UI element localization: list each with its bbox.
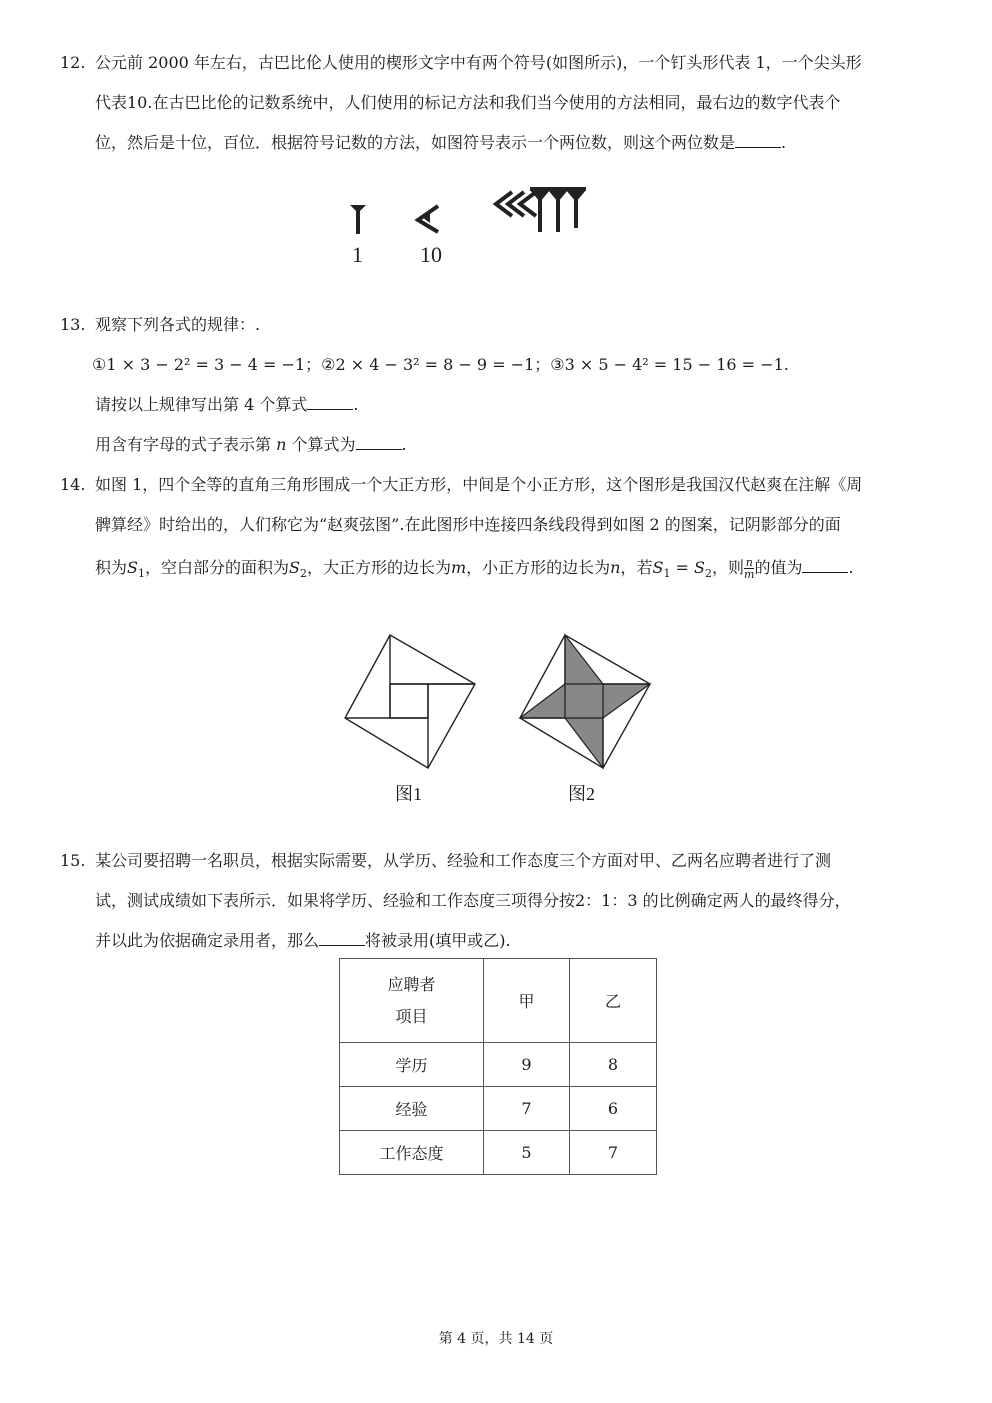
text: 位，然后是十位，百位．根据符号记数的方法，如图符号表示一个两位数，则这个两位数是 — [95, 133, 736, 152]
fraction — [744, 557, 754, 580]
question-text-line: 公元前 2000 年左右，古巴比伦人使用的楔形文字中有两个符号(如图所示)，一个钉头形代表 1，一个尖头形 — [95, 53, 862, 72]
variable-s: S — [652, 558, 664, 577]
table-cell: 工作态度 — [340, 1131, 484, 1175]
text: 并以此为依据确定录用者，那么 — [95, 931, 320, 950]
text: ，若 — [620, 558, 653, 577]
text: ，小正方形的边长为 — [466, 558, 611, 577]
question-text-line — [95, 393, 358, 417]
text: 将被录用(填甲或乙). — [365, 931, 511, 950]
question-text-line — [95, 929, 511, 953]
variable-n: n — [276, 435, 287, 454]
fraction-denominator: m — [744, 568, 755, 581]
zhao-shuang-figure-1 — [340, 630, 480, 780]
subscript: 2 — [299, 567, 307, 581]
fraction-numerator: n — [745, 556, 753, 569]
text: 用含有字母的式子表示第 — [95, 435, 272, 454]
text: . — [848, 558, 854, 577]
question-text-line: 观察下列各式的规律：. — [95, 315, 261, 334]
label-one: 1 — [352, 242, 363, 267]
answer-blank — [319, 931, 365, 946]
question-text-line — [95, 131, 786, 155]
subscript: 2 — [705, 567, 713, 581]
question-text-line: 髀算经》时给出的，人们称它为“赵爽弦图”.在此图形中连接四条线段得到如图 2 的图案，记阴影部分的面 — [95, 515, 841, 534]
text: = — [670, 558, 695, 577]
page-footer: 第 4 页，共 14 页 — [438, 1331, 554, 1347]
table-header-cell: 乙 — [570, 959, 657, 1043]
question-text-line: 试，测试成绩如下表所示．如果将学历、经验和工作态度三项得分按2：1：3 的比例确定两人的最终得分， — [95, 891, 851, 910]
table-header-cell: 甲 — [484, 959, 570, 1043]
question-text-line: 某公司要招聘一名职员，根据实际需要，从学历、经验和工作态度三个方面对甲、乙两名应聘者进行了测 — [95, 851, 832, 870]
text: ，空白部分的面积为 — [144, 558, 289, 577]
table-row — [340, 1043, 657, 1087]
question-number: 13. — [60, 315, 86, 334]
table-cell: 6 — [570, 1087, 657, 1131]
text: ，则 — [712, 558, 745, 577]
variable-n: n — [610, 558, 621, 577]
table-cell: 5 — [484, 1131, 570, 1175]
table-row — [340, 1131, 657, 1175]
question-number: 14. — [60, 475, 86, 494]
subscript: 1 — [663, 567, 671, 581]
subscript: 1 — [137, 567, 145, 581]
table-cell: 8 — [570, 1043, 657, 1087]
score-table — [339, 958, 657, 1175]
table-row — [340, 1087, 657, 1131]
table-cell: 7 — [484, 1087, 570, 1131]
figure-1-caption: 图1 — [395, 784, 422, 804]
formula-line: ①1 × 3 − 2² = 3 − 4 = −1；②2 × 4 − 3² = 8 − 9 = −1；③3 × 5 − 4² = 15 − 16 = −1. — [92, 355, 789, 374]
text: 个算式为 — [291, 435, 356, 454]
text: 的值为 — [754, 558, 803, 577]
answer-blank — [307, 395, 353, 410]
zhao-shuang-figure-2 — [515, 630, 655, 780]
text: . — [353, 395, 359, 414]
variable-s: S — [694, 558, 706, 577]
table-header-row — [340, 959, 657, 1043]
combined-symbol-icon — [496, 187, 586, 232]
table-cell: 7 — [570, 1131, 657, 1175]
text: ，大正方形的边长为 — [306, 558, 451, 577]
variable-s: S — [127, 558, 138, 577]
cuneiform-figure — [340, 180, 600, 270]
text: . — [401, 435, 407, 454]
answer-blank — [356, 435, 402, 450]
corner-top: 应聘者 — [387, 974, 436, 994]
figure-2-caption: 图2 — [568, 784, 595, 804]
question-number: 12. — [60, 53, 86, 72]
question-text-line — [95, 433, 407, 457]
table-corner-cell — [340, 959, 484, 1043]
text: . — [781, 133, 787, 152]
table-cell: 9 — [484, 1043, 570, 1087]
question-number: 15. — [60, 851, 86, 870]
corner-bottom: 项目 — [395, 1006, 428, 1026]
question-text-line — [95, 556, 854, 586]
variable-s: S — [289, 558, 300, 577]
table-cell: 学历 — [340, 1043, 484, 1087]
table-cell: 经验 — [340, 1087, 484, 1131]
answer-blank — [802, 558, 848, 573]
text: 积为 — [95, 558, 128, 577]
variable-m: m — [450, 558, 467, 577]
answer-blank — [735, 133, 781, 148]
label-ten: 10 — [420, 242, 442, 267]
text: 请按以上规律写出第 4 个算式 — [95, 395, 308, 414]
question-text-line: 如图 1，四个全等的直角三角形围成一个大正方形，中间是个小正方形，这个图形是我国汉代赵爽在注解《周 — [95, 475, 863, 494]
nail-symbol-icon — [350, 205, 366, 234]
wedge-symbol-icon — [418, 206, 438, 232]
question-text-line: 代表10.在古巴比伦的记数系统中，人们使用的标记方法和我们当今使用的方法相同，最右边的数字代表个 — [95, 93, 841, 112]
